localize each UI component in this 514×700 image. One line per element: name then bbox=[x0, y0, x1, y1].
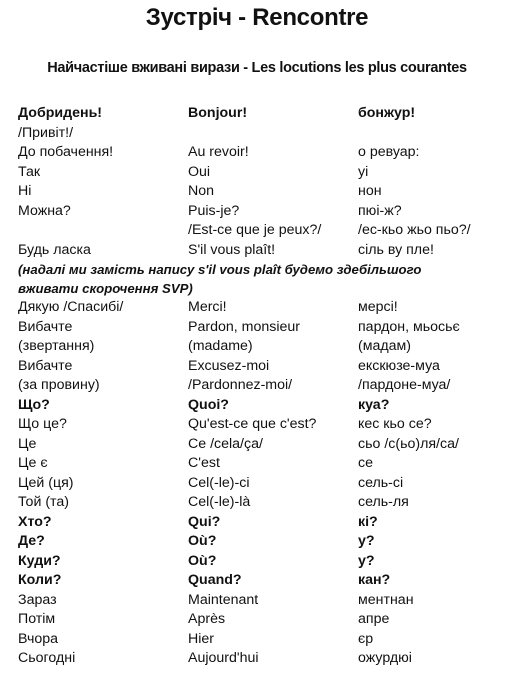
ukrainian-phrase: Хто? bbox=[18, 513, 52, 530]
phrase-row bbox=[18, 513, 514, 533]
transcription: кі? bbox=[358, 513, 378, 530]
usage-note bbox=[18, 260, 514, 298]
french-phrase: Puis-je? bbox=[188, 202, 240, 219]
french-phrase: Aujourd'hui bbox=[188, 650, 259, 666]
ukrainian-phrase: Це bbox=[18, 435, 37, 452]
transcription: сель-сі bbox=[358, 474, 404, 491]
ukrainian-phrase: Цей (ця) bbox=[18, 474, 74, 491]
phrase-row bbox=[18, 337, 514, 357]
phrase-row bbox=[18, 143, 514, 163]
french-phrase: Excusez-moi bbox=[188, 357, 270, 374]
transcription: уі bbox=[358, 163, 369, 180]
phrase-row bbox=[18, 376, 514, 396]
transcription: кес кьо се? bbox=[358, 416, 432, 432]
ukrainian-phrase: Вибачте bbox=[18, 357, 73, 374]
transcription: /пардоне-муа/ bbox=[358, 377, 451, 393]
transcription: екскюзе-муа bbox=[358, 357, 440, 374]
french-phrase: Qui? bbox=[188, 513, 221, 530]
ukrainian-phrase: Будь ласка bbox=[18, 241, 91, 258]
phrase-row bbox=[18, 357, 514, 377]
ukrainian-phrase: Дякую /Спасибі/ bbox=[18, 299, 124, 315]
transcription: апре bbox=[358, 611, 390, 627]
transcription: нон bbox=[358, 183, 382, 199]
ukrainian-phrase: Що це? bbox=[18, 416, 67, 432]
french-phrase: Maintenant bbox=[188, 591, 259, 608]
phrase-row bbox=[18, 532, 514, 552]
ukrainian-phrase: Вчора bbox=[18, 630, 59, 647]
phrase-row bbox=[18, 298, 514, 318]
phrase-row bbox=[18, 474, 514, 494]
phrase-row bbox=[18, 104, 514, 124]
ukrainian-phrase: Зараз bbox=[18, 591, 57, 608]
transcription: сіль ву пле! bbox=[358, 241, 434, 258]
usage-note-line-2: вживати скорочення SVP) bbox=[18, 281, 193, 296]
transcription: о ревуар: bbox=[358, 144, 420, 160]
section-subtitle: Найчастіше вживані вирази - Les locutions les plus courantes bbox=[47, 60, 467, 76]
transcription: єр bbox=[358, 630, 374, 647]
ukrainian-phrase: Де? bbox=[18, 533, 45, 549]
phrase-row bbox=[18, 221, 514, 241]
ukrainian-phrase: Так bbox=[18, 163, 41, 180]
french-phrase: /Est-ce que je peux?/ bbox=[188, 222, 322, 238]
phrase-row bbox=[18, 163, 514, 183]
french-phrase: Ce /cela/ça/ bbox=[188, 435, 263, 452]
phrase-row bbox=[18, 202, 514, 222]
phrase-row bbox=[18, 591, 514, 611]
french-phrase: Cel(-le)-là bbox=[188, 494, 251, 510]
french-phrase: Où? bbox=[188, 552, 217, 569]
phrase-row bbox=[18, 630, 514, 650]
french-phrase: Oui bbox=[188, 163, 211, 180]
transcription: у? bbox=[358, 552, 375, 569]
ukrainian-phrase: Той (та) bbox=[18, 494, 69, 510]
phrase-row bbox=[18, 182, 514, 202]
transcription: ментнан bbox=[358, 591, 414, 608]
french-phrase: Non bbox=[188, 183, 215, 199]
french-phrase: Après bbox=[188, 611, 226, 627]
phrase-row bbox=[18, 571, 514, 591]
french-phrase: C'est bbox=[188, 455, 220, 471]
french-phrase: Qu'est-ce que c'est? bbox=[188, 416, 317, 432]
ukrainian-phrase: Що? bbox=[18, 396, 50, 413]
ukrainian-phrase: Добридень! bbox=[18, 105, 103, 121]
french-phrase: Bonjour! bbox=[188, 105, 248, 121]
transcription: ожурдюі bbox=[358, 650, 412, 666]
ukrainian-phrase: (за провину) bbox=[18, 377, 100, 393]
ukrainian-phrase: /Привіт!/ bbox=[18, 124, 74, 141]
transcription: пюі-ж? bbox=[358, 202, 402, 219]
transcription: у? bbox=[358, 533, 375, 549]
ukrainian-phrase: Ні bbox=[18, 183, 32, 199]
french-phrase: Cel(-le)-ci bbox=[188, 474, 250, 491]
phrase-row bbox=[18, 124, 514, 144]
phrase-row bbox=[18, 318, 514, 338]
french-phrase: Quoi? bbox=[188, 396, 229, 413]
phrase-row bbox=[18, 552, 514, 572]
ukrainian-phrase: Це є bbox=[18, 455, 48, 471]
phrase-row bbox=[18, 396, 514, 416]
ukrainian-phrase: До побачення! bbox=[18, 144, 114, 160]
transcription: куа? bbox=[358, 396, 390, 413]
page-title: Зустріч - Rencontre bbox=[145, 4, 369, 31]
transcription: сьо /с(ьо)ля/са/ bbox=[358, 435, 459, 452]
ukrainian-phrase: (звертання) bbox=[18, 338, 95, 354]
phrase-rows-top bbox=[18, 104, 514, 260]
phrase-row bbox=[18, 610, 514, 630]
french-phrase: /Pardonnez-moi/ bbox=[188, 377, 293, 393]
phrase-row bbox=[18, 649, 514, 669]
french-phrase: S'il vous plaît! bbox=[188, 241, 276, 258]
transcription: мерсі! bbox=[358, 299, 398, 315]
french-phrase: (madame) bbox=[188, 338, 253, 354]
phrase-table bbox=[18, 104, 514, 669]
ukrainian-phrase: Потім bbox=[18, 611, 56, 627]
transcription: се bbox=[358, 455, 373, 471]
phrase-row bbox=[18, 435, 514, 455]
ukrainian-phrase: Куди? bbox=[18, 552, 61, 569]
ukrainian-phrase: Коли? bbox=[18, 572, 62, 588]
phrase-row bbox=[18, 241, 514, 261]
french-phrase: Où? bbox=[188, 533, 217, 549]
transcription: (мадам) bbox=[358, 338, 412, 354]
phrase-row bbox=[18, 493, 514, 513]
ukrainian-phrase: Вибачте bbox=[18, 318, 73, 335]
french-phrase: Au revoir! bbox=[188, 144, 249, 160]
french-phrase: Quand? bbox=[188, 572, 242, 588]
french-phrase: Merci! bbox=[188, 299, 227, 315]
transcription: пардон, мьосьє bbox=[358, 318, 460, 335]
phrase-row bbox=[18, 415, 514, 435]
transcription: бонжур! bbox=[358, 105, 416, 121]
transcription: кан? bbox=[358, 572, 391, 588]
french-phrase: Pardon, monsieur bbox=[188, 318, 300, 335]
transcription: /ес-кьо жьо пьо?/ bbox=[358, 222, 471, 238]
phrase-row bbox=[18, 454, 514, 474]
usage-note-line-1: (надалі ми замість напису s'il vous plaît будемо здебільшого bbox=[18, 262, 422, 277]
ukrainian-phrase: Можна? bbox=[18, 202, 71, 219]
ukrainian-phrase: Сьогодні bbox=[18, 650, 76, 666]
french-phrase: Hier bbox=[188, 630, 215, 647]
transcription: сель-ля bbox=[358, 494, 409, 510]
phrase-rows-bottom bbox=[18, 298, 514, 669]
